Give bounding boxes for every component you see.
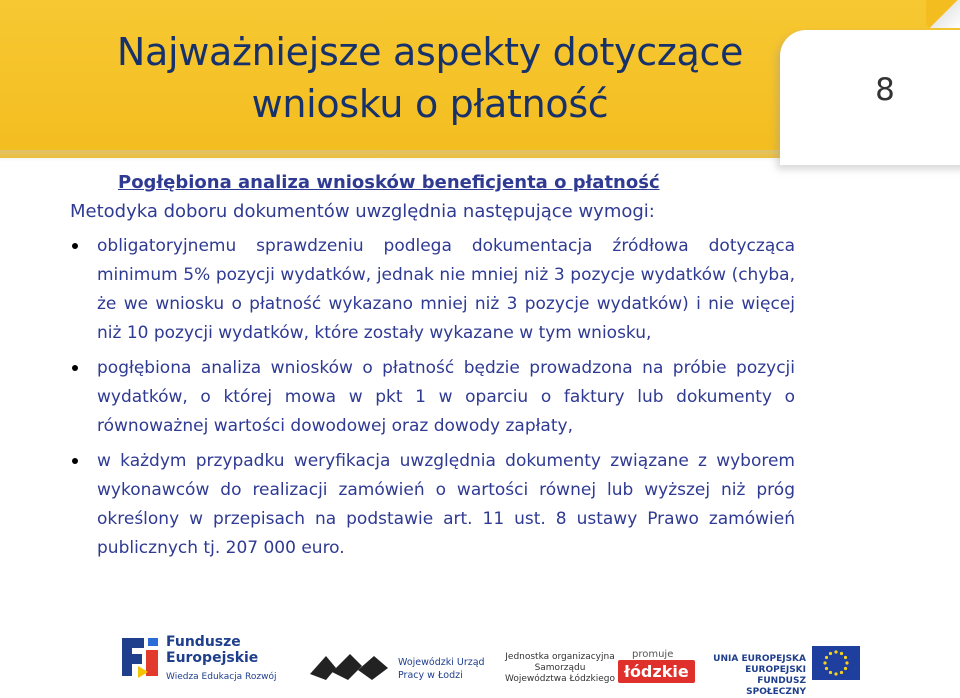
fundusze-europejskie-logo — [118, 630, 278, 688]
ue-line-1: UNIA EUROPEJSKA — [713, 654, 806, 664]
slide-content — [70, 168, 795, 569]
fe-line-1: Fundusze — [166, 634, 241, 650]
eu-flag-icon — [812, 646, 860, 680]
wup-line-2: Pracy w Łodzi — [398, 670, 463, 681]
bullet-dot-icon — [72, 243, 78, 249]
footer-logos — [0, 622, 960, 697]
unia-europejska-logo — [712, 630, 862, 697]
ue-line-3: FUNDUSZ SPOŁECZNY — [746, 676, 806, 697]
fe-program-name: Wiedza Edukacja Rozwój — [166, 672, 277, 682]
jos-line-1: Jednostka organizacyjna — [505, 652, 615, 662]
lodzkie-small-text: promuje — [632, 649, 674, 660]
list-item — [70, 447, 795, 563]
list-item-text: pogłębiona analiza wniosków o płatność będzie prowadzona na próbie pozycji wydatków, o której mowa w pkt 1 w oparciu o faktury lub dokumenty o równoważnej wartości dowodowej oraz dowody zapłaty, — [97, 358, 795, 436]
wup-lodz-logo — [310, 630, 485, 688]
jos-text — [500, 652, 620, 685]
slide-title-line-2: wniosku o płatność — [251, 82, 609, 126]
page-number: 8 — [875, 72, 895, 108]
wup-text — [398, 656, 485, 682]
list-item — [70, 354, 795, 441]
ue-line-2: EUROPEJSKI — [745, 665, 806, 675]
fe-line-2: Europejskie — [166, 650, 259, 666]
fundusze-europejskie-mark-icon — [118, 632, 160, 680]
section-subtitle: Pogłębiona analiza wniosków beneficjenta o płatność — [118, 172, 660, 193]
requirements-list — [70, 232, 795, 563]
list-item — [70, 232, 795, 348]
fundusze-europejskie-text — [166, 634, 258, 666]
lodzkie-badge: łódzkie — [618, 660, 695, 683]
list-item-text: w każdym przypadku weryfikacja uwzględnia dokumenty związane z wyborem wykonawców do realizacji zamówień o wartości równej lub wyższej niż próg określony w przepisach na podstawie art. 11 ust. 8 ustawy Prawo zamówień publicznych tj. 207 000 euro. — [97, 451, 795, 558]
bullet-dot-icon — [72, 458, 78, 464]
slide-title-line-1: Najważniejsze aspekty dotyczące — [116, 30, 744, 74]
jos-line-3: Województwa Łódzkiego — [505, 674, 615, 684]
wup-line-1: Wojewódzki Urząd — [398, 657, 485, 668]
page-curl-corner — [926, 0, 960, 28]
jos-line-2: Samorządu — [534, 663, 586, 673]
intro-text: Metodyka doboru dokumentów uwzględnia następujące wymogi: — [70, 201, 655, 222]
bullet-dot-icon — [72, 365, 78, 371]
lodzkie-promo-logo — [618, 650, 695, 683]
ue-text — [712, 654, 806, 698]
wup-mark-icon — [310, 650, 390, 682]
samorzad-lodzkie-logo — [500, 630, 710, 688]
list-item-text: obligatoryjnemu sprawdzeniu podlega dokumentacja źródłowa dotycząca minimum 5% pozycji wydatków, jednak nie mniej niż 3 pozycje wydatków (chyba, że we wniosku o płatność wykazano mniej niż 3 pozycje wydatków) i nie więcej niż 10 pozycji wydatków, które zostały wykazane w tym wniosku, — [97, 236, 795, 343]
slide-title — [85, 26, 775, 130]
